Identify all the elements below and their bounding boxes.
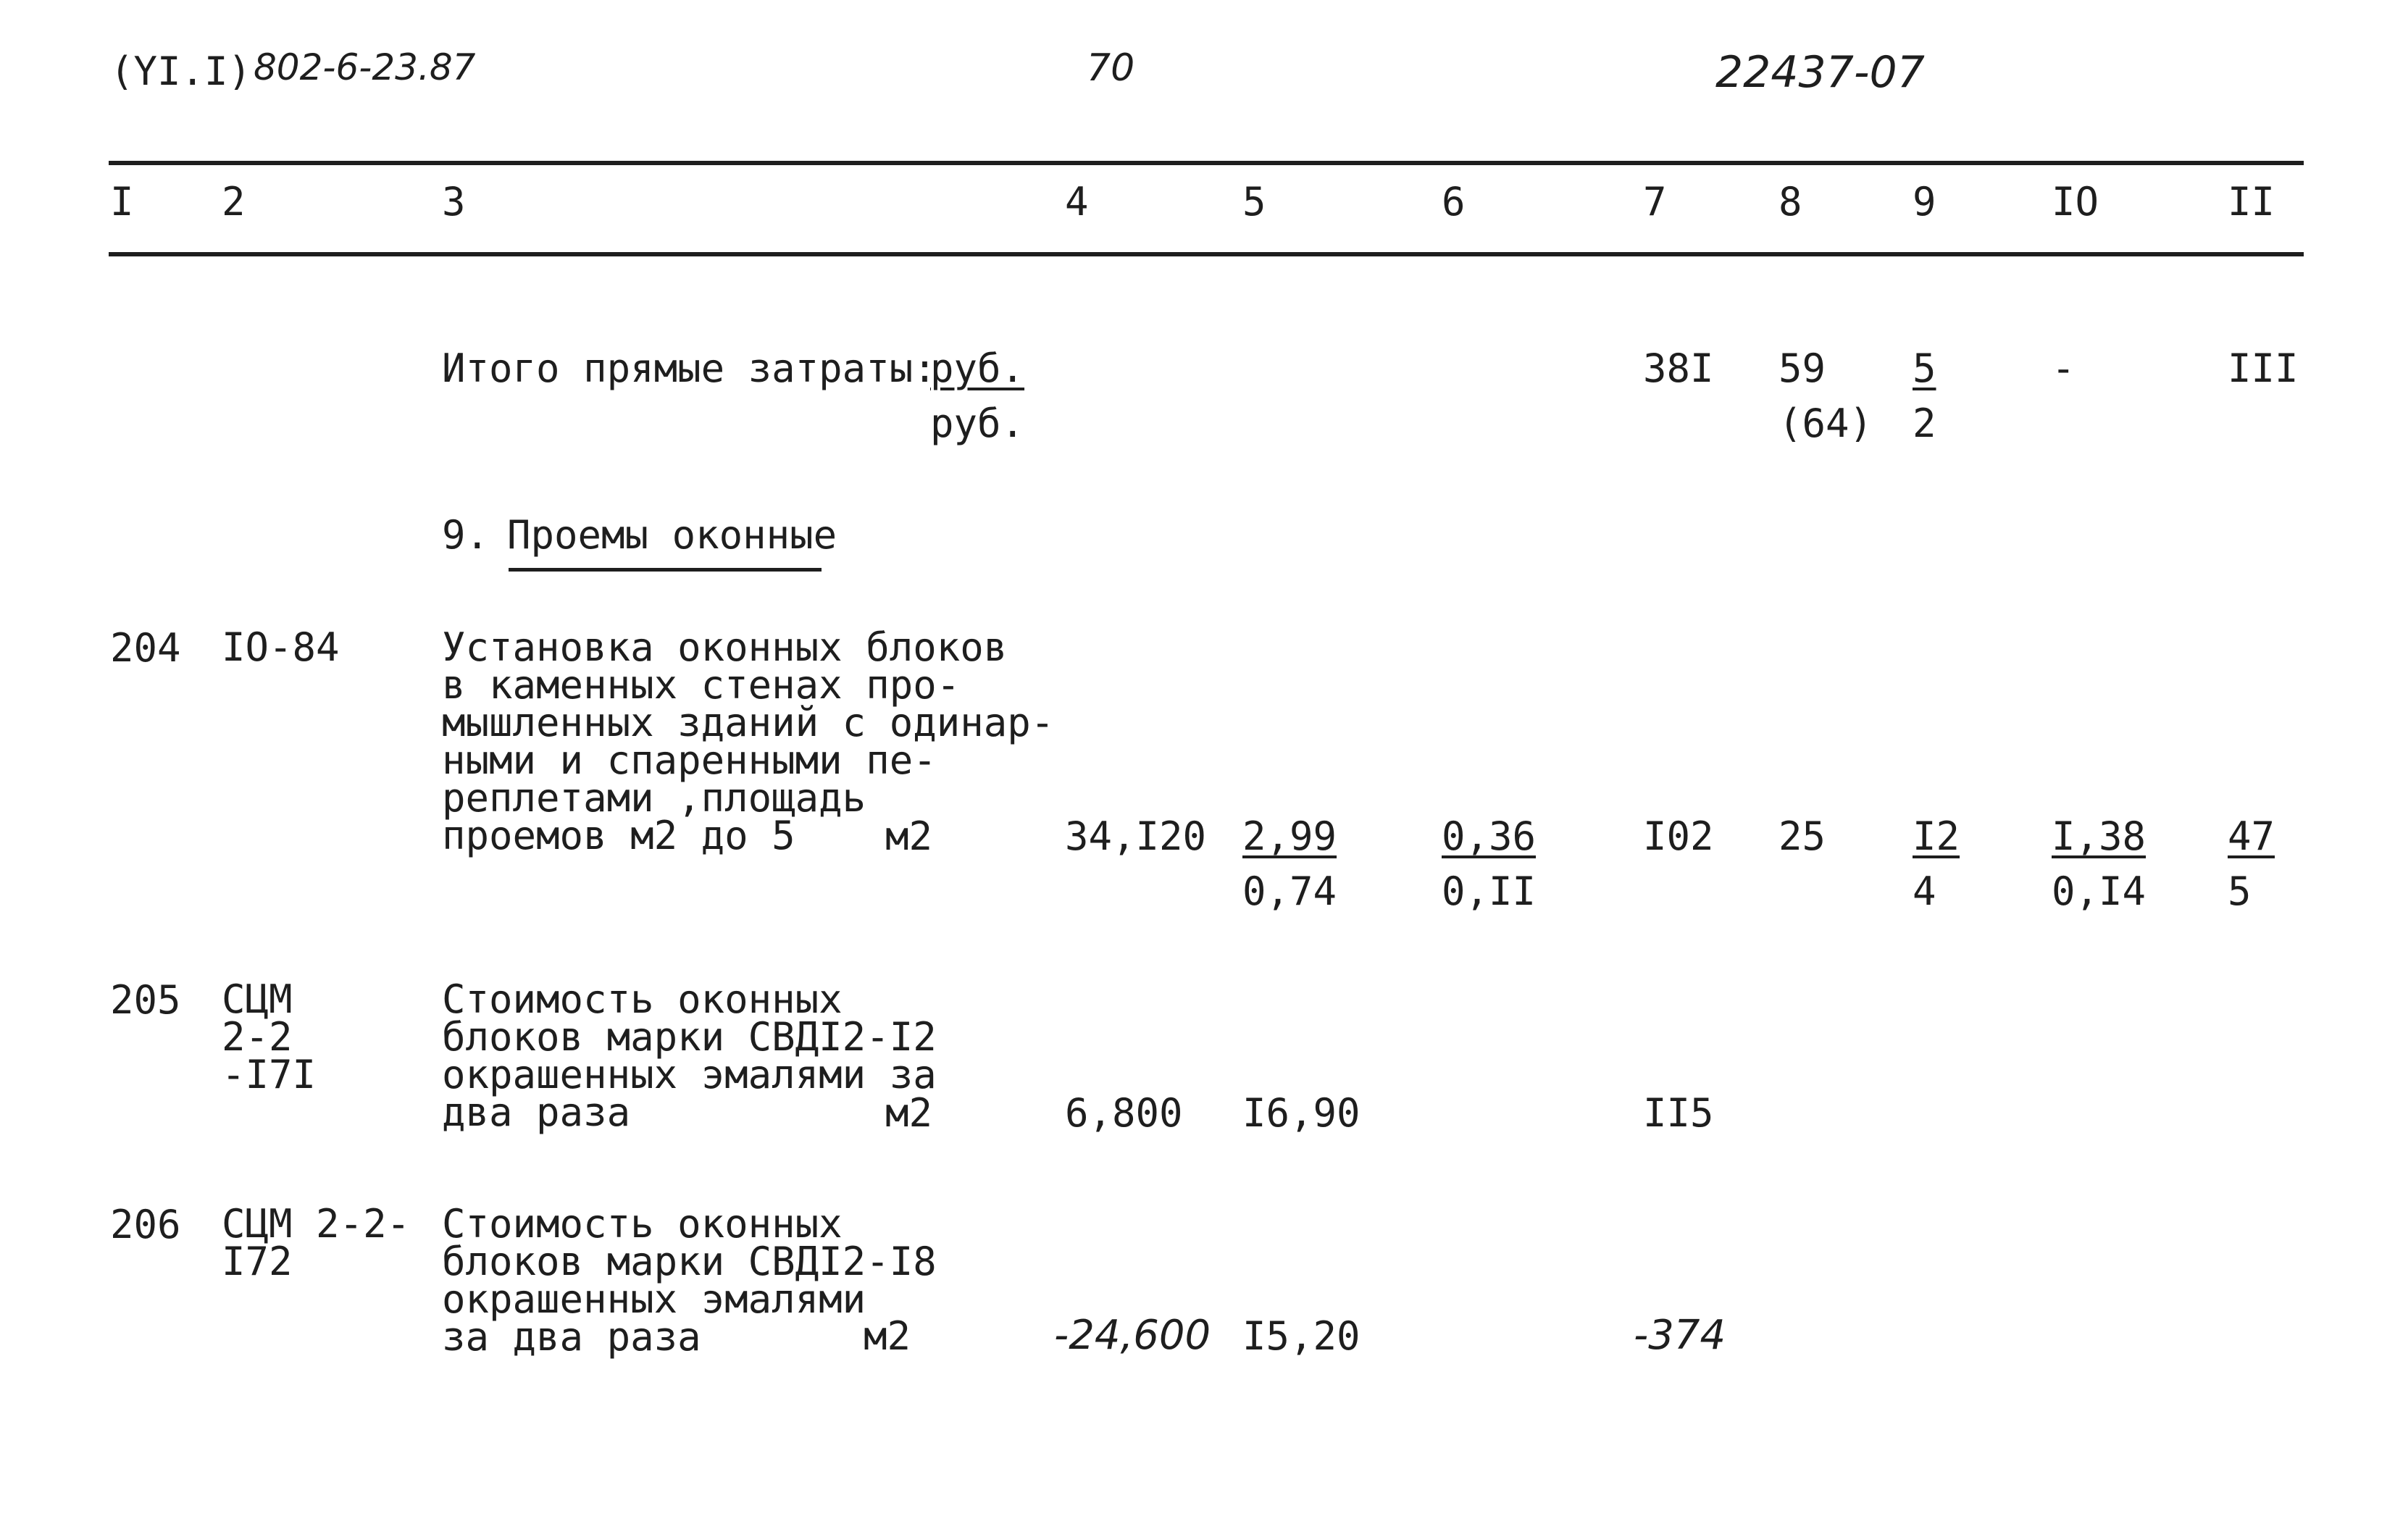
section-title-underline — [509, 568, 822, 572]
totals-unit-sub: руб. — [930, 401, 1025, 446]
col4-quantity: -24,600 — [1054, 1312, 1211, 1359]
section-title: Проемы оконные — [507, 512, 837, 558]
totals-col9-sub: 2 — [1913, 401, 1936, 446]
work-description: Стоимость оконных блоков марки СВДI2-I2 окрашенных эмалями за два раза — [442, 976, 937, 1135]
column-header: II — [2228, 179, 2275, 225]
table-top-rule — [109, 161, 2304, 165]
row-number: 205 — [110, 977, 181, 1023]
unit: м2 — [885, 1090, 933, 1136]
table-header-rule — [109, 252, 2304, 256]
work-description: Установка оконных блоков в каменных стенах про- мышленных зданий с одинар- ными и спаренными пе- реплетами ,площадь проемов м2 до 5 — [442, 624, 1055, 858]
totals-col9: 5 — [1913, 346, 1936, 391]
work-description: Стоимость оконных блоков марки СВДI2-I8 окрашенных эмалями за два раза — [442, 1201, 937, 1360]
rate-code: СЦМ 2-2- I72 — [222, 1201, 411, 1284]
totals-col7: 38I — [1643, 346, 1714, 391]
row-number: 206 — [110, 1202, 181, 1247]
page-number: 70 — [1087, 46, 1135, 90]
column-header: 4 — [1065, 179, 1089, 225]
doc-number: 22437-07 — [1715, 47, 1925, 98]
col7-value: I02 — [1643, 813, 1714, 859]
col9-value: I2 — [1913, 813, 1960, 859]
column-header: 2 — [222, 179, 246, 225]
totals-col8: 59 — [1779, 346, 1826, 391]
unit: м2 — [885, 813, 933, 859]
col11-sub: 5 — [2228, 869, 2252, 914]
column-header: 7 — [1643, 179, 1667, 225]
column-header: IO — [2052, 179, 2099, 225]
totals-col11: III — [2228, 346, 2299, 391]
col7-value: -374 — [1634, 1312, 1726, 1359]
section-number: 9. — [442, 512, 490, 558]
unit: м2 — [864, 1313, 911, 1359]
col4-quantity: 34,I20 — [1065, 813, 1207, 859]
col10-value: I,38 — [2052, 813, 2147, 859]
row-number: 204 — [110, 625, 181, 671]
column-header: 3 — [442, 179, 466, 225]
col8-value: 25 — [1779, 813, 1826, 859]
col10-sub: 0,I4 — [2052, 869, 2147, 914]
col4-quantity: 6,800 — [1065, 1090, 1183, 1136]
column-header: 8 — [1779, 179, 1802, 225]
totals-col10: - — [2052, 346, 2076, 391]
col6-value: 0,36 — [1442, 813, 1537, 859]
col5-value: I6,90 — [1242, 1090, 1360, 1136]
totals-col8-sub: (64) — [1779, 401, 1873, 446]
code-prefix: (YI.I) — [110, 49, 252, 94]
column-header: 5 — [1242, 179, 1266, 225]
totals-label: Итого прямые затраты: — [442, 346, 937, 391]
col6-sub: 0,II — [1442, 869, 1537, 914]
column-header: I — [110, 179, 134, 225]
col11-value: 47 — [2228, 813, 2275, 859]
col5-value: I5,20 — [1242, 1313, 1360, 1359]
document-code: 802-6-23.87 — [254, 46, 476, 88]
rate-code: IO-84 — [222, 624, 340, 670]
col5-sub: 0,74 — [1242, 869, 1337, 914]
col9-sub: 4 — [1913, 869, 1936, 914]
col5-value: 2,99 — [1242, 813, 1337, 859]
rate-code: СЦМ 2-2 -I7I — [222, 976, 317, 1097]
totals-unit: руб. — [930, 346, 1025, 391]
col7-value: II5 — [1643, 1090, 1714, 1136]
column-header: 6 — [1442, 179, 1466, 225]
column-header: 9 — [1913, 179, 1936, 225]
